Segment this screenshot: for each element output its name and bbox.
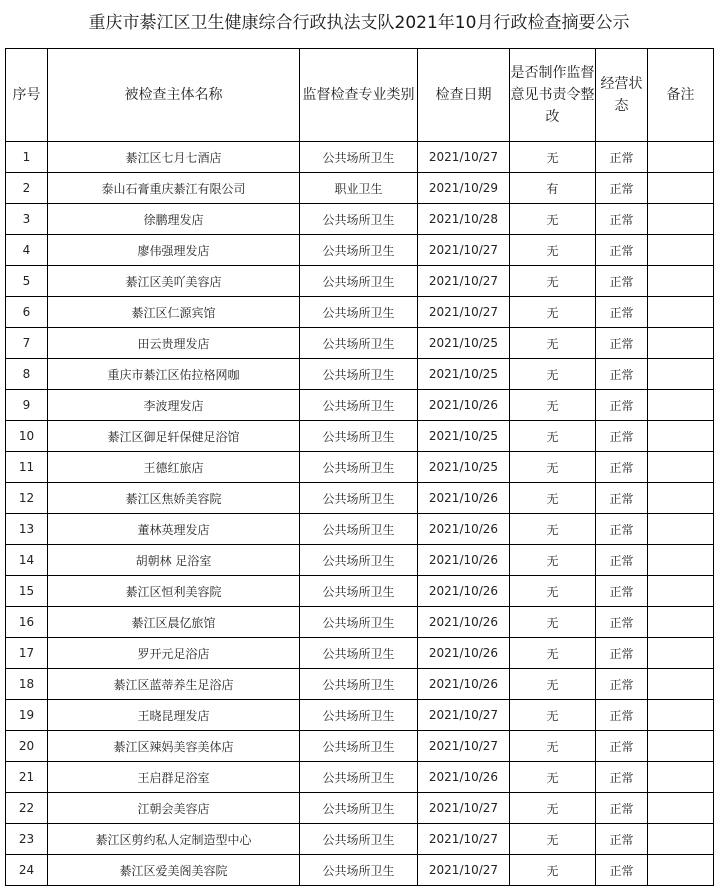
cell-date: 2021/10/26 (418, 638, 510, 669)
cell-status: 正常 (596, 793, 648, 824)
table-row (6, 421, 714, 452)
cell-remark (648, 483, 714, 514)
table-row (6, 297, 714, 328)
cell-name: 胡朝林 足浴室 (48, 545, 300, 576)
cell-status: 正常 (596, 297, 648, 328)
cell-status: 正常 (596, 669, 648, 700)
cell-remark (648, 297, 714, 328)
cell-opinion: 无 (510, 421, 596, 452)
cell-remark (648, 855, 714, 886)
cell-name: 綦江区恒利美容院 (48, 576, 300, 607)
table-row (6, 576, 714, 607)
cell-category: 公共场所卫生 (300, 421, 418, 452)
cell-opinion: 无 (510, 824, 596, 855)
cell-seq: 18 (6, 669, 48, 700)
cell-opinion: 无 (510, 359, 596, 390)
cell-status: 正常 (596, 266, 648, 297)
cell-seq: 19 (6, 700, 48, 731)
cell-category: 公共场所卫生 (300, 607, 418, 638)
cell-name: 徐鹏理发店 (48, 204, 300, 235)
cell-opinion: 无 (510, 452, 596, 483)
table-row (6, 545, 714, 576)
cell-remark (648, 700, 714, 731)
cell-category: 公共场所卫生 (300, 545, 418, 576)
cell-opinion: 无 (510, 607, 596, 638)
cell-category: 公共场所卫生 (300, 638, 418, 669)
cell-opinion: 无 (510, 762, 596, 793)
table-row (6, 762, 714, 793)
cell-name: 泰山石膏重庆綦江有限公司 (48, 173, 300, 204)
cell-remark (648, 576, 714, 607)
cell-category: 公共场所卫生 (300, 452, 418, 483)
cell-category: 公共场所卫生 (300, 359, 418, 390)
cell-seq: 22 (6, 793, 48, 824)
cell-category: 公共场所卫生 (300, 483, 418, 514)
cell-status: 正常 (596, 855, 648, 886)
cell-status: 正常 (596, 390, 648, 421)
header-seq: 序号 (6, 49, 48, 142)
cell-date: 2021/10/28 (418, 204, 510, 235)
cell-status: 正常 (596, 235, 648, 266)
cell-remark (648, 390, 714, 421)
cell-name: 綦江区七月七酒店 (48, 142, 300, 173)
table-row (6, 855, 714, 886)
cell-seq: 14 (6, 545, 48, 576)
cell-remark (648, 142, 714, 173)
cell-category: 公共场所卫生 (300, 855, 418, 886)
cell-name: 綦江区晨亿旅馆 (48, 607, 300, 638)
cell-name: 綦江区辣妈美容美体店 (48, 731, 300, 762)
header-remark: 备注 (648, 49, 714, 142)
cell-name: 董林英理发店 (48, 514, 300, 545)
cell-date: 2021/10/26 (418, 669, 510, 700)
cell-category: 公共场所卫生 (300, 514, 418, 545)
cell-category: 公共场所卫生 (300, 700, 418, 731)
cell-status: 正常 (596, 142, 648, 173)
cell-status: 正常 (596, 824, 648, 855)
cell-name: 綦江区美吖美容店 (48, 266, 300, 297)
inspection-table (5, 48, 714, 886)
cell-date: 2021/10/27 (418, 824, 510, 855)
cell-seq: 5 (6, 266, 48, 297)
cell-date: 2021/10/26 (418, 607, 510, 638)
cell-opinion: 无 (510, 638, 596, 669)
cell-category: 公共场所卫生 (300, 762, 418, 793)
cell-category: 公共场所卫生 (300, 576, 418, 607)
cell-opinion: 无 (510, 576, 596, 607)
cell-name: 廖伟强理发店 (48, 235, 300, 266)
cell-date: 2021/10/27 (418, 235, 510, 266)
cell-remark (648, 793, 714, 824)
cell-seq: 15 (6, 576, 48, 607)
cell-name: 綦江区剪约私人定制造型中心 (48, 824, 300, 855)
cell-opinion: 无 (510, 731, 596, 762)
cell-date: 2021/10/26 (418, 576, 510, 607)
cell-seq: 21 (6, 762, 48, 793)
cell-opinion: 无 (510, 855, 596, 886)
cell-name: 綦江区御足轩保健足浴馆 (48, 421, 300, 452)
cell-remark (648, 607, 714, 638)
cell-opinion: 有 (510, 173, 596, 204)
cell-seq: 12 (6, 483, 48, 514)
cell-date: 2021/10/26 (418, 545, 510, 576)
table-row (6, 700, 714, 731)
cell-status: 正常 (596, 173, 648, 204)
cell-status: 正常 (596, 452, 648, 483)
cell-opinion: 无 (510, 235, 596, 266)
table-row (6, 824, 714, 855)
cell-seq: 13 (6, 514, 48, 545)
cell-seq: 4 (6, 235, 48, 266)
cell-remark (648, 266, 714, 297)
cell-seq: 9 (6, 390, 48, 421)
cell-category: 职业卫生 (300, 173, 418, 204)
cell-remark (648, 824, 714, 855)
cell-remark (648, 328, 714, 359)
cell-status: 正常 (596, 576, 648, 607)
header-status: 经营状态 (596, 49, 648, 142)
cell-opinion: 无 (510, 390, 596, 421)
table-body (6, 142, 714, 886)
header-opinion: 是否制作监督意见书责令整改 (510, 49, 596, 142)
cell-date: 2021/10/27 (418, 855, 510, 886)
cell-remark (648, 452, 714, 483)
cell-remark (648, 762, 714, 793)
table-row (6, 514, 714, 545)
cell-status: 正常 (596, 700, 648, 731)
cell-opinion: 无 (510, 297, 596, 328)
cell-status: 正常 (596, 545, 648, 576)
cell-date: 2021/10/26 (418, 483, 510, 514)
cell-date: 2021/10/27 (418, 700, 510, 731)
cell-seq: 10 (6, 421, 48, 452)
cell-name: 王德红旅店 (48, 452, 300, 483)
cell-opinion: 无 (510, 545, 596, 576)
cell-category: 公共场所卫生 (300, 297, 418, 328)
cell-remark (648, 545, 714, 576)
cell-category: 公共场所卫生 (300, 328, 418, 359)
cell-seq: 8 (6, 359, 48, 390)
cell-date: 2021/10/25 (418, 421, 510, 452)
cell-seq: 17 (6, 638, 48, 669)
cell-seq: 2 (6, 173, 48, 204)
cell-name: 田云贵理发店 (48, 328, 300, 359)
cell-remark (648, 173, 714, 204)
header-category: 监督检查专业类别 (300, 49, 418, 142)
cell-name: 李波理发店 (48, 390, 300, 421)
cell-date: 2021/10/29 (418, 173, 510, 204)
cell-status: 正常 (596, 421, 648, 452)
cell-remark (648, 669, 714, 700)
cell-date: 2021/10/27 (418, 266, 510, 297)
cell-date: 2021/10/27 (418, 142, 510, 173)
cell-date: 2021/10/26 (418, 762, 510, 793)
cell-name: 綦江区仁源宾馆 (48, 297, 300, 328)
table-header-row (6, 49, 714, 142)
cell-remark (648, 421, 714, 452)
cell-status: 正常 (596, 607, 648, 638)
table-row (6, 204, 714, 235)
cell-remark (648, 638, 714, 669)
cell-name: 王启群足浴室 (48, 762, 300, 793)
table-row (6, 483, 714, 514)
cell-status: 正常 (596, 514, 648, 545)
cell-status: 正常 (596, 204, 648, 235)
cell-name: 綦江区蓝蒂养生足浴店 (48, 669, 300, 700)
cell-name: 重庆市綦江区佑拉格网咖 (48, 359, 300, 390)
cell-status: 正常 (596, 762, 648, 793)
cell-remark (648, 514, 714, 545)
cell-remark (648, 359, 714, 390)
cell-opinion: 无 (510, 266, 596, 297)
cell-category: 公共场所卫生 (300, 266, 418, 297)
cell-status: 正常 (596, 638, 648, 669)
cell-name: 江朝会美容店 (48, 793, 300, 824)
table-row (6, 235, 714, 266)
cell-seq: 20 (6, 731, 48, 762)
cell-category: 公共场所卫生 (300, 669, 418, 700)
cell-seq: 11 (6, 452, 48, 483)
cell-category: 公共场所卫生 (300, 142, 418, 173)
cell-seq: 16 (6, 607, 48, 638)
cell-category: 公共场所卫生 (300, 204, 418, 235)
table-row (6, 452, 714, 483)
cell-status: 正常 (596, 483, 648, 514)
table-row (6, 390, 714, 421)
table-row (6, 142, 714, 173)
cell-date: 2021/10/27 (418, 297, 510, 328)
cell-category: 公共场所卫生 (300, 235, 418, 266)
cell-category: 公共场所卫生 (300, 793, 418, 824)
table-row (6, 731, 714, 762)
cell-category: 公共场所卫生 (300, 824, 418, 855)
cell-seq: 6 (6, 297, 48, 328)
cell-date: 2021/10/26 (418, 390, 510, 421)
cell-name: 王晓昆理发店 (48, 700, 300, 731)
cell-opinion: 无 (510, 483, 596, 514)
cell-seq: 3 (6, 204, 48, 235)
cell-seq: 1 (6, 142, 48, 173)
cell-remark (648, 731, 714, 762)
table-row (6, 607, 714, 638)
cell-status: 正常 (596, 731, 648, 762)
cell-opinion: 无 (510, 669, 596, 700)
table-row (6, 359, 714, 390)
table-row (6, 669, 714, 700)
cell-seq: 23 (6, 824, 48, 855)
page-title: 重庆市綦江区卫生健康综合行政执法支队2021年10月行政检查摘要公示 (88, 13, 630, 33)
cell-date: 2021/10/25 (418, 328, 510, 359)
cell-opinion: 无 (510, 142, 596, 173)
table-row (6, 328, 714, 359)
header-date: 检查日期 (418, 49, 510, 142)
cell-opinion: 无 (510, 700, 596, 731)
table-row (6, 173, 714, 204)
cell-name: 綦江区焦娇美容院 (48, 483, 300, 514)
cell-remark (648, 204, 714, 235)
cell-opinion: 无 (510, 514, 596, 545)
cell-date: 2021/10/27 (418, 731, 510, 762)
cell-date: 2021/10/25 (418, 359, 510, 390)
cell-category: 公共场所卫生 (300, 731, 418, 762)
cell-status: 正常 (596, 328, 648, 359)
cell-date: 2021/10/25 (418, 452, 510, 483)
cell-date: 2021/10/26 (418, 514, 510, 545)
cell-status: 正常 (596, 359, 648, 390)
cell-name: 綦江区爱美阁美容院 (48, 855, 300, 886)
cell-opinion: 无 (510, 204, 596, 235)
table-row (6, 793, 714, 824)
table-row (6, 266, 714, 297)
cell-name: 罗开元足浴店 (48, 638, 300, 669)
header-name: 被检查主体名称 (48, 49, 300, 142)
cell-date: 2021/10/27 (418, 793, 510, 824)
cell-opinion: 无 (510, 328, 596, 359)
table-row (6, 638, 714, 669)
cell-seq: 24 (6, 855, 48, 886)
cell-opinion: 无 (510, 793, 596, 824)
cell-seq: 7 (6, 328, 48, 359)
cell-category: 公共场所卫生 (300, 390, 418, 421)
cell-remark (648, 235, 714, 266)
